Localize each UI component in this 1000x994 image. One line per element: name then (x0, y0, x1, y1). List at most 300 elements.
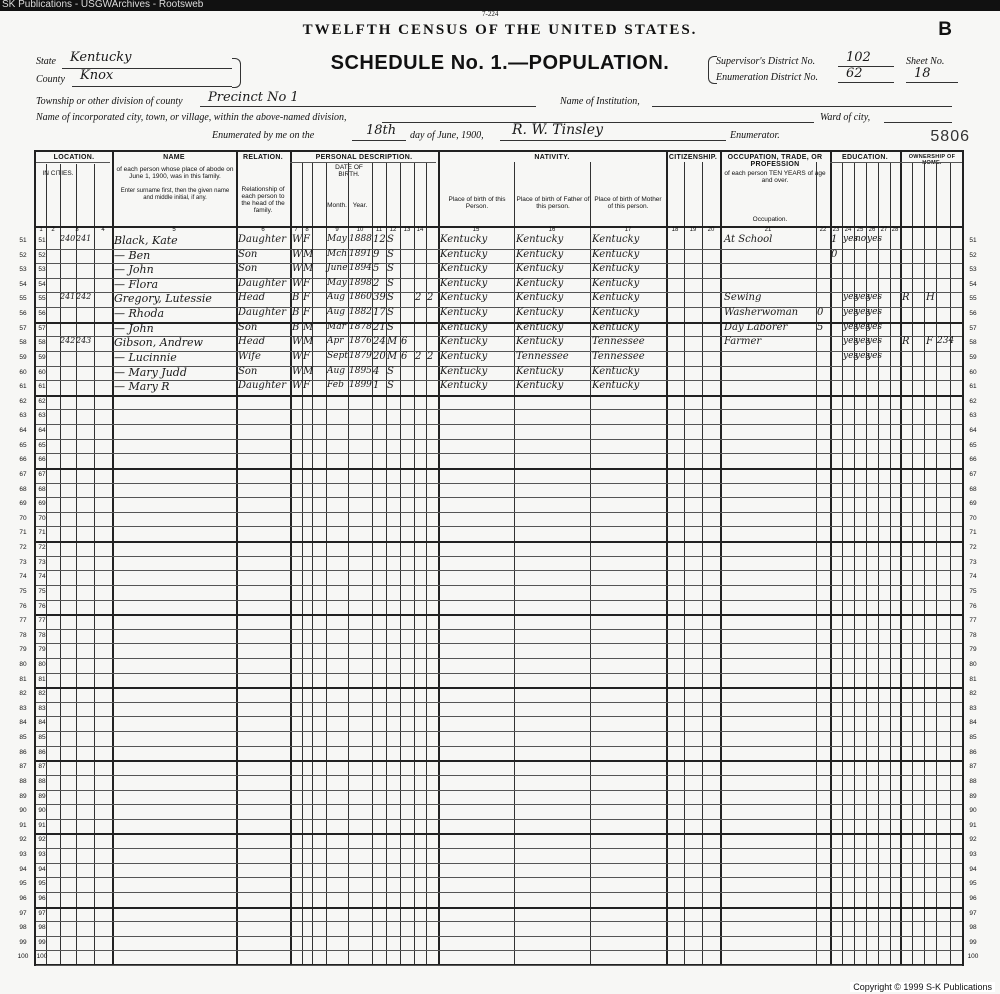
cell-name: — Mary Judd (114, 365, 187, 379)
cell-family: 241 (76, 234, 92, 243)
cell-children-living: 2 (427, 350, 434, 362)
table-row (36, 760, 964, 775)
row-number: 90 (38, 807, 46, 815)
cell-age: 2 (373, 277, 380, 289)
cell-mother: Kentucky (592, 248, 640, 260)
cell-children-born: 2 (415, 292, 422, 304)
cell-born: Kentucky (440, 336, 488, 348)
enumerated-day: 18th (366, 123, 397, 138)
margin-row-number: 53 (969, 266, 977, 274)
sheet-label: Sheet No. (906, 56, 945, 67)
column-number: 18 (671, 227, 679, 233)
form-number: 7-224 (482, 10, 499, 18)
column-number: 1 (39, 227, 43, 233)
margin-row-number: 61 (19, 383, 27, 391)
margin-row-number: 62 (19, 397, 27, 405)
table-row (36, 366, 964, 381)
township-underline (200, 106, 536, 107)
cell-sex: M (303, 321, 314, 333)
group-education: EDUCATION. (841, 154, 889, 161)
column-number: 7 (294, 227, 298, 233)
cell-month: Aug (327, 292, 346, 303)
group-citizenship: CITIZENSHIP. (668, 154, 718, 161)
cell-english: yes (867, 307, 883, 318)
header-name-desc: of each person whose place of abode on June 1, 1900, was in this family. (116, 166, 234, 180)
table-row (36, 409, 964, 424)
row-number: 54 (38, 280, 46, 288)
cell-marital: S (387, 365, 394, 377)
row-number: 100 (36, 953, 48, 961)
cell-born: Kentucky (440, 307, 488, 319)
cell-months-school: 1 (831, 234, 838, 245)
margin-row-number: 73 (969, 558, 977, 566)
row-number: 53 (38, 266, 46, 274)
margin-row-number: 68 (969, 485, 977, 493)
cell-born: Kentucky (440, 292, 488, 304)
cell-marital: S (387, 263, 394, 275)
row-number: 76 (38, 602, 46, 610)
margin-row-number: 95 (969, 880, 977, 888)
margin-row-number: 61 (969, 383, 977, 391)
cell-born: Kentucky (440, 321, 488, 333)
cell-year: 1882 (349, 307, 372, 318)
margin-row-number: 52 (969, 251, 977, 259)
margin-row-number: 54 (19, 280, 27, 288)
cell-write: yes (855, 321, 871, 332)
column-number: 5 (172, 227, 176, 233)
cell-month: Mar (327, 321, 346, 332)
cell-marital: S (387, 292, 394, 304)
incorporated-label: Name of incorporated city, town, or village, within the above-named division, (36, 112, 347, 123)
column-number: 28 (891, 227, 899, 233)
cell-father: Kentucky (516, 365, 564, 377)
margin-row-number: 96 (19, 894, 27, 902)
cell-month: Sept (327, 350, 348, 361)
cell-name: — Mary R (114, 380, 170, 394)
cell-dwelling: 242 (60, 336, 76, 346)
cell-color: B (292, 292, 300, 304)
table-row (36, 790, 964, 805)
cell-father: Kentucky (516, 248, 564, 260)
margin-row-number: 90 (969, 807, 977, 815)
margin-row-number: 71 (969, 529, 977, 537)
margin-row-number: 91 (969, 821, 977, 829)
table-row (36, 658, 964, 673)
schedule-letter: B (938, 19, 952, 40)
group-nativity: NATIVITY. (534, 154, 570, 161)
cell-name: Gibson, Andrew (114, 336, 203, 350)
cell-born: Kentucky (440, 234, 488, 245)
cell-occupation: Sewing (724, 292, 762, 304)
cell-month: Apr (327, 336, 344, 347)
cell-read: yes (843, 336, 859, 347)
cell-month: May (327, 234, 347, 244)
cell-color: W (292, 336, 303, 348)
margin-row-number: 56 (19, 310, 27, 318)
margin-row-number: 65 (969, 441, 977, 449)
cell-relation: Daughter (238, 380, 286, 392)
row-number: 91 (38, 821, 46, 829)
margin-row-number: 84 (969, 719, 977, 727)
enumeration-underline (838, 82, 894, 83)
cell-born: Kentucky (440, 350, 488, 362)
enumerator-underline (500, 140, 726, 141)
cell-relation: Son (238, 248, 258, 260)
left-brace (232, 58, 241, 88)
column-number: 25 (856, 227, 864, 233)
margin-row-number: 74 (19, 573, 27, 581)
margin-row-number: 97 (969, 909, 977, 917)
margin-row-number: 57 (969, 324, 977, 332)
margin-row-number: 83 (969, 704, 977, 712)
table-row (36, 292, 964, 307)
cell-color: B (292, 321, 300, 333)
cell-sex: F (303, 350, 310, 362)
row-number: 89 (38, 792, 46, 800)
cell-month: Aug (327, 307, 346, 318)
row-number: 55 (38, 295, 46, 303)
margin-row-number: 87 (19, 763, 27, 771)
sheet-underline (906, 82, 958, 83)
row-number: 58 (38, 339, 46, 347)
cell-month: May (327, 277, 347, 288)
cell-father: Kentucky (516, 336, 564, 348)
margin-row-number: 99 (969, 938, 977, 946)
column-number: 20 (707, 227, 715, 233)
cell-mother: Kentucky (592, 380, 640, 392)
margin-row-number: 51 (969, 237, 977, 244)
cell-farm-no: 234 (937, 336, 955, 347)
table-row (36, 497, 964, 512)
cell-father: Kentucky (516, 380, 564, 392)
table-row (36, 877, 964, 892)
cell-read: yes (843, 292, 859, 303)
margin-row-number: 60 (969, 368, 977, 376)
cell-mother: Kentucky (592, 292, 640, 304)
county-underline (72, 86, 232, 87)
cell-color: W (292, 248, 303, 260)
cell-sex: F (303, 380, 310, 392)
cell-english: yes (867, 292, 883, 303)
cell-name: Gregory, Lutessie (114, 292, 212, 306)
margin-row-number: 91 (19, 821, 27, 829)
cell-english: yes (867, 350, 883, 361)
cell-father: Kentucky (516, 263, 564, 275)
cell-marital: S (387, 277, 394, 289)
column-number: 22 (819, 227, 827, 233)
margin-row-number: 64 (969, 427, 977, 435)
cell-write: no (855, 234, 867, 244)
day-underline (352, 140, 406, 141)
cell-mother: Kentucky (592, 234, 640, 245)
table-row (36, 263, 964, 278)
row-number: 69 (38, 500, 46, 508)
margin-row-number: 72 (19, 544, 27, 552)
table-row (36, 950, 964, 965)
table-row (36, 600, 964, 615)
table-row (36, 439, 964, 454)
cell-color: W (292, 365, 303, 377)
row-number: 78 (38, 631, 46, 639)
table-row (36, 907, 964, 922)
cell-year: 1891 (349, 248, 372, 259)
cell-children-living: 2 (427, 292, 434, 304)
cell-born: Kentucky (440, 380, 488, 392)
cell-name: — John (114, 263, 154, 277)
table-row (36, 848, 964, 863)
margin-row-number: 95 (19, 880, 27, 888)
margin-row-number: 99 (19, 938, 27, 946)
margin-row-number: 87 (969, 763, 977, 771)
cell-mother: Tennessee (592, 336, 645, 348)
margin-row-number: 89 (19, 792, 27, 800)
margin-row-number: 51 (19, 237, 27, 244)
table-row (36, 921, 964, 936)
cell-born: Kentucky (440, 365, 488, 377)
cell-age: 4 (373, 365, 380, 377)
cell-color: B (292, 307, 300, 319)
row-divider (36, 965, 962, 966)
margin-row-number: 74 (969, 573, 977, 581)
cell-year: 1878 (349, 321, 372, 332)
cell-months-employed: 0 (817, 307, 824, 319)
cell-marital: S (387, 248, 394, 260)
margin-row-number: 63 (19, 412, 27, 420)
cell-occupation: Washerwoman (724, 307, 799, 319)
cell-relation: Head (238, 336, 266, 348)
header-place-mother: Place of birth of Mother of this person. (594, 196, 662, 210)
margin-row-number: 98 (19, 924, 27, 932)
township-value: Precinct No 1 (208, 90, 299, 105)
table-row (36, 643, 964, 658)
margin-row-number: 53 (19, 266, 27, 274)
column-number: 17 (624, 227, 632, 233)
cell-age: 1 (373, 380, 380, 392)
header-divider (36, 162, 110, 163)
cell-mother: Kentucky (592, 365, 640, 377)
enumeration-label: Enumeration District No. (716, 72, 818, 83)
margin-row-number: 72 (969, 544, 977, 552)
cell-marital: M (387, 336, 398, 348)
row-number: 87 (38, 763, 46, 771)
row-number: 97 (38, 909, 46, 917)
row-number: 88 (38, 777, 46, 785)
cell-mother: Kentucky (592, 277, 640, 289)
margin-row-number: 81 (19, 675, 27, 683)
row-number: 57 (38, 324, 46, 332)
supervisor-label: Supervisor's District No. (716, 56, 816, 67)
row-number: 60 (38, 368, 46, 376)
margin-row-number: 67 (19, 470, 27, 478)
cell-write: yes (855, 307, 871, 318)
header-relation-desc: Relationship of each person to the head of the family. (241, 186, 285, 214)
margin-row-number: 59 (19, 353, 27, 361)
margin-row-number: 70 (19, 514, 27, 522)
cell-year: 1879 (349, 350, 372, 361)
margin-row-number: 82 (969, 690, 977, 698)
cell-years-married: 6 (401, 350, 408, 362)
table-row (36, 731, 964, 746)
cell-family: 243 (76, 336, 92, 346)
cell-name: — Rhoda (114, 307, 165, 321)
header-place-person: Place of birth of this Person. (448, 196, 506, 210)
margin-row-number: 82 (19, 690, 27, 698)
margin-row-number: 79 (969, 646, 977, 654)
table-row (36, 424, 964, 439)
table-row (36, 556, 964, 571)
margin-row-number: 90 (19, 807, 27, 815)
row-number: 94 (38, 865, 46, 873)
row-number: 98 (38, 924, 46, 932)
column-number: 12 (389, 227, 397, 233)
cell-sex: F (303, 292, 310, 304)
row-number: 63 (38, 412, 46, 420)
column-number: 3 (75, 227, 79, 233)
table-row (36, 936, 964, 951)
cell-relation: Son (238, 321, 258, 333)
margin-row-number: 92 (969, 836, 977, 844)
cell-occupation: Farmer (724, 336, 762, 348)
row-number: 81 (38, 675, 46, 683)
table-row (36, 234, 964, 249)
margin-row-number: 89 (969, 792, 977, 800)
banner-text: SK Publications - USGWArchives - Rootsweb (2, 0, 204, 10)
cell-father: Kentucky (516, 307, 564, 319)
row-number: 82 (38, 690, 46, 698)
row-number: 86 (38, 748, 46, 756)
table-row (36, 833, 964, 848)
column-number: 4 (101, 227, 105, 233)
margin-row-number: 100 (17, 953, 29, 961)
margin-row-number: 76 (19, 602, 27, 610)
township-label: Township or other division of county (36, 96, 183, 107)
cell-marital: S (387, 234, 394, 245)
row-number: 70 (38, 514, 46, 522)
row-number: 79 (38, 646, 46, 654)
column-number: 6 (261, 227, 265, 233)
row-number: 65 (38, 441, 46, 449)
header-divider (290, 162, 436, 163)
enumerated-prefix: Enumerated by me on the (212, 130, 315, 141)
row-number: 66 (38, 456, 46, 464)
cell-color: W (292, 380, 303, 392)
cell-marital: M (387, 350, 398, 362)
cell-owned: R (902, 292, 910, 304)
header-occupation-sub: Occupation. (752, 216, 788, 223)
margin-row-number: 67 (969, 470, 977, 478)
cell-relation: Head (238, 292, 266, 304)
margin-row-number: 81 (969, 675, 977, 683)
top-banner (0, 0, 1000, 11)
cell-year: 1860 (349, 292, 372, 303)
cell-write: yes (855, 350, 871, 361)
column-number: 24 (844, 227, 852, 233)
cell-name: Black, Kate (114, 234, 178, 247)
cell-year: 1895 (349, 365, 372, 376)
margin-row-number: 71 (19, 529, 27, 537)
enumerator-name: R. W. Tinsley (512, 122, 603, 138)
table-row (36, 673, 964, 688)
margin-row-number: 58 (969, 339, 977, 347)
table-row (36, 775, 964, 790)
column-number: 23 (832, 227, 840, 233)
margin-row-number: 79 (19, 646, 27, 654)
cell-sex: M (303, 365, 314, 377)
enumeration-value: 62 (846, 66, 863, 81)
column-number: 26 (868, 227, 876, 233)
column-number: 10 (356, 227, 364, 233)
table-row (36, 336, 964, 351)
margin-row-number: 75 (969, 587, 977, 595)
table-row (36, 629, 964, 644)
cell-born: Kentucky (440, 248, 488, 260)
cell-age: 24 (373, 336, 386, 348)
cell-color: W (292, 234, 303, 245)
population-table (34, 150, 964, 966)
schedule-title: SCHEDULE No. 1.—POPULATION. (330, 52, 670, 74)
margin-row-number: 94 (19, 865, 27, 873)
header-birth: DATE OF BIRTH. (335, 164, 363, 178)
cell-relation: Daughter (238, 307, 286, 319)
page-title: TWELFTH CENSUS OF THE UNITED STATES. (302, 22, 698, 38)
table-row (36, 614, 964, 629)
column-number: 21 (764, 227, 772, 233)
row-number: 51 (38, 237, 46, 244)
column-number: 15 (472, 227, 480, 233)
margin-row-number: 78 (19, 631, 27, 639)
cell-year: 1888 (349, 234, 372, 244)
group-location: LOCATION. (53, 154, 95, 161)
cell-born: Kentucky (440, 263, 488, 275)
cell-sex: M (303, 263, 314, 275)
column-number: 19 (689, 227, 697, 233)
margin-row-number: 57 (19, 324, 27, 332)
cell-name: — Ben (114, 248, 151, 262)
table-row (36, 804, 964, 819)
table-row (36, 746, 964, 761)
cell-sex: M (303, 248, 314, 260)
cell-relation: Wife (238, 350, 261, 362)
cell-mother: Tennessee (592, 350, 645, 362)
cell-read: yes (843, 307, 859, 318)
margin-row-number: 93 (19, 851, 27, 859)
margin-row-number: 84 (19, 719, 27, 727)
margin-row-number: 55 (969, 295, 977, 303)
header-year: Year. (352, 202, 368, 209)
row-number: 85 (38, 734, 46, 742)
row-number: 77 (38, 617, 46, 625)
table-row (36, 483, 964, 498)
institution-label: Name of Institution, (560, 96, 640, 107)
table-row (36, 278, 964, 293)
cell-age: 5 (373, 263, 380, 275)
table-row (36, 819, 964, 834)
row-number: 71 (38, 529, 46, 537)
margin-row-number: 69 (19, 500, 27, 508)
margin-row-number: 58 (19, 339, 27, 347)
margin-row-number: 59 (969, 353, 977, 361)
cell-mother: Kentucky (592, 263, 640, 275)
cell-marital: S (387, 321, 394, 333)
table-row (36, 380, 964, 395)
margin-row-number: 94 (969, 865, 977, 873)
group-ownership: OWNERSHIP OF HOME. (908, 154, 956, 166)
margin-row-number: 62 (969, 397, 977, 405)
margin-row-number: 93 (969, 851, 977, 859)
table-row (36, 892, 964, 907)
supervisor-value: 102 (846, 50, 871, 65)
margin-row-number: 85 (19, 734, 27, 742)
